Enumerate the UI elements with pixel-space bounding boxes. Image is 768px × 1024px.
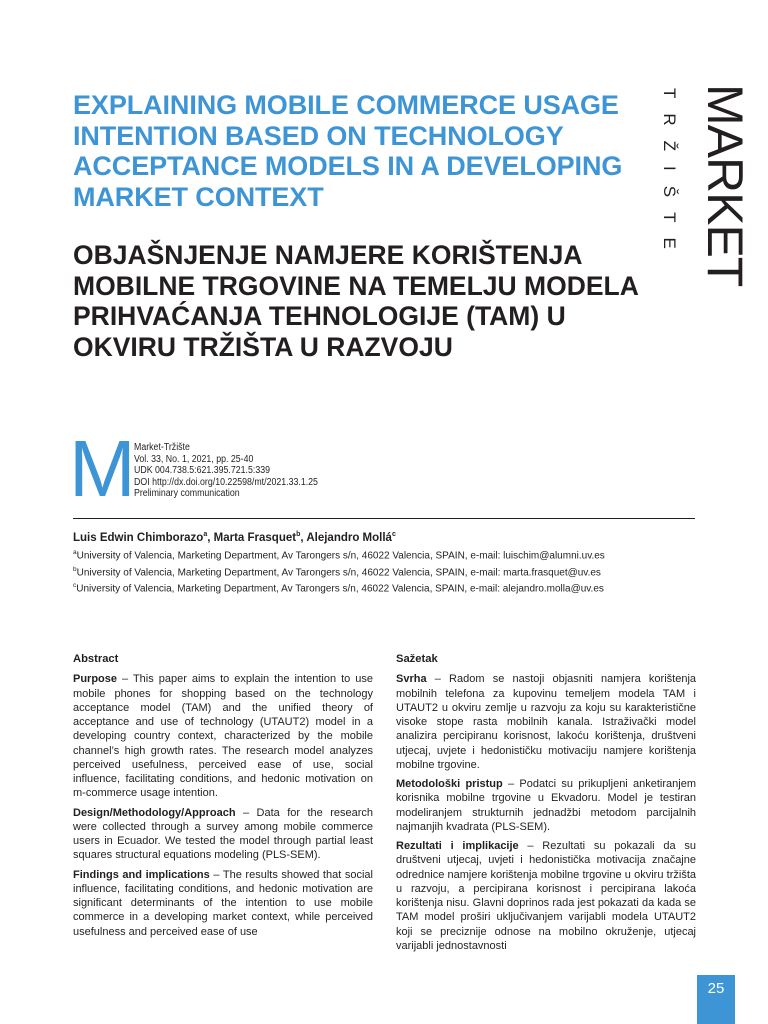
page-number: 25 — [707, 980, 725, 997]
page-number-box — [697, 975, 735, 1024]
brand-market-text: MARKET — [697, 84, 753, 287]
abstract-column — [73, 652, 373, 944]
title-english: EXPLAINING MOBILE COMMERCE USAGE INTENTION BASED ON TECHNOLOGY ACCEPTANCE MODELS IN A DEVELOPING MARKET CONTEXT — [73, 90, 623, 212]
sazetak-svrha-text: – Radom se nastoji objasniti namjera korištenja mobilnih telefona za kupovinu temeljem modela TAM i UTAUT2 u okviru zemlje u razvoju za koju su karakteristične visoke stope rasta mobilnih kanala. Istraživački model analizira percipiranu korisnost, lakoću korištenja, društveni utjecaj, uvjete i hedonističku motivaciju namjere korištenja mobilne trgovine. — [396, 673, 696, 771]
affiliation-b — [73, 566, 601, 578]
brand-trziste-text: TRŽIŠTE — [660, 88, 679, 264]
sazetak-column — [396, 652, 696, 958]
sazetak-metod — [396, 777, 696, 834]
abstract-findings-text: – The results showed that social influence, facilitating conditions, and hedonic motivation are significant determinants of the intention to use mobile commerce in a developing market context, while perceived usefulness and perceived ease of use — [73, 868, 373, 938]
abstract-heading: Abstract — [73, 653, 119, 665]
article-meta — [134, 442, 343, 500]
sazetak-rezultati — [396, 839, 696, 953]
sazetak-svrha-label: Svrha — [396, 673, 427, 686]
meta-doi[interactable]: DOI http://dx.doi.org/10.22598/mt/2021.33.1.25 — [134, 476, 318, 488]
journal-m-logo: M — [69, 424, 136, 513]
author-3-sup: c — [391, 531, 396, 538]
abstract-purpose — [73, 672, 373, 800]
author-2: Marta Frasquet — [213, 531, 297, 544]
abstract-findings — [73, 868, 373, 939]
abstract-method-label: Design/Methodology/Approach — [73, 806, 236, 819]
meta-journal: Market-Tržište — [134, 442, 190, 453]
meta-udk: UDK 004.738.5:621.395.721.5:339 — [134, 465, 271, 477]
abstract-findings-label: Findings and implications — [73, 868, 210, 881]
sazetak-rezultati-label: Rezultati i implikacije — [396, 840, 519, 852]
abstract-purpose-label: Purpose — [73, 673, 118, 686]
abstract-purpose-text: – This paper aims to explain the intention to use mobile phones for shopping based on the technology acceptance model (TAM) and the unified theory of acceptance and use of technology (UTAUT2) model in a developing country context, characterized by the mobile channel’s high growth rates. The research model analyzes perceived usefulness, perceived ease of use, social influence, facilitating conditions, and hedonic motivation on m-commerce usage intention. — [73, 673, 373, 800]
abstract-method-text: – Data for the research were collected through a survey among mobile commerce users in Ecuador. We tested the model through partial least squares structural equations modeling (PLS-SEM). — [73, 806, 373, 862]
meta-type: Preliminary communication — [134, 488, 240, 500]
author-2-sup: b — [296, 531, 301, 538]
sazetak-metod-label: Metodološki pristup — [396, 778, 503, 790]
author-3: Alejandro Mollá — [306, 531, 392, 544]
author-1-sup: a — [203, 531, 208, 538]
author-1: Luis Edwin Chimborazo — [73, 531, 204, 544]
affiliation-sup: a — [73, 549, 77, 556]
affiliation-sup: c — [73, 582, 77, 589]
divider-line — [73, 518, 695, 519]
affiliation-text: University of Valencia, Marketing Department, Av Tarongers s/n, 46022 Valencia, SPAIN, e-mail: luischim@alumni.uv.es — [76, 550, 605, 562]
sazetak-svrha — [396, 672, 696, 772]
sazetak-heading: Sažetak — [396, 653, 438, 665]
sazetak-metod-text: – Podatci su prikupljeni anketiranjem korisnika mobilne trgovine u Ekvadoru. Model je testiran modeliranjem strukturnih jednadžbi metodom parcijalnih najmanjih kvadrata (PLS-SEM). — [396, 778, 696, 833]
meta-volume: Vol. 33, No. 1, 2021, pp. 25-40 — [134, 453, 254, 465]
title-croatian: OBJAŠNJENJE NAMJERE KORIŠTENJA MOBILNE TRGOVINE NA TEMELJU MODELA PRIHVAĆANJA TEHNOLOGIJE (TAM) U OKVIRU TRŽIŠTA U RAZVOJU — [73, 240, 638, 362]
affiliation-text: University of Valencia, Marketing Department, Av Tarongers s/n, 46022 Valencia, SPAIN, e-mail: alejandro.molla@uv.es — [76, 583, 604, 595]
author-sep: , — [207, 531, 214, 544]
author-sep: , — [300, 531, 307, 544]
affiliation-a — [73, 549, 605, 561]
affiliation-c — [73, 582, 604, 594]
sazetak-rezultati-text: – Rezultati su pokazali da su društveni utjecaj, uvjeti i hedonistička motivacija značajne odrednice namjere korištenja mobilne trgovine u okviru tržišta u razvoju, a percipirana korisnost i percipirana lakoća korištenja nisu. Glavni doprinos rada jest pokazati da kada se TAM model proširi uključivanjem varijabli modela UTAUT2 koji se preciznije odnose na mobilno okruženje, utjecaj varijabli jednostavnosti — [396, 840, 696, 952]
affiliation-text: University of Valencia, Marketing Department, Av Tarongers s/n, 46022 Valencia, SPAIN, e-mail: marta.frasquet@uv.es — [76, 567, 601, 579]
author-list — [73, 531, 396, 544]
abstract-method — [73, 806, 373, 863]
affiliation-sup: b — [73, 566, 77, 573]
